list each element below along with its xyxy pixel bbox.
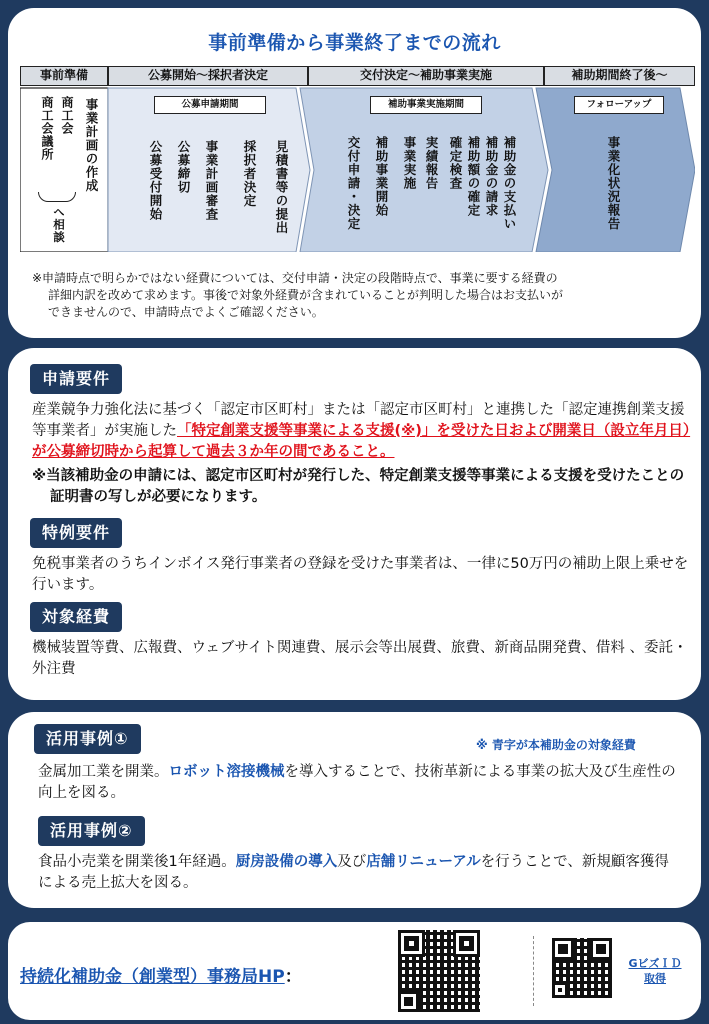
case2-cost-1: 厨房設備の導入 <box>235 854 338 870</box>
case2-text <box>38 852 678 894</box>
step-project-start: 補助事業開始 <box>374 136 389 217</box>
requirements-note: ※当該補助金の申請には、認定市区町村が発行した、特定創業支援等事業による支援を受けたことの証明書の写しが必要になります。 <box>32 468 685 505</box>
hp-qr-code-icon[interactable] <box>398 930 480 1012</box>
flow-panel <box>8 8 701 338</box>
costs-text: 機械装置等費、広報費、ウェブサイト関連費、展示会等出展費、旅費、新商品開発費、借料 、委託・外注費 <box>32 640 688 677</box>
requirements-heading: 申請要件 <box>30 364 122 394</box>
flow-note <box>32 270 672 321</box>
hp-link[interactable]: 持続化補助金（創業型）事務局HP <box>20 967 285 987</box>
step-selection: 採択者決定 <box>242 140 257 208</box>
case1-cost-1: ロボット溶接機械 <box>168 764 285 780</box>
special-heading: 特例要件 <box>30 518 122 548</box>
tag-call-period: 公募申請期間 <box>154 96 266 114</box>
step-review: 事業計画審査 <box>204 140 219 221</box>
step-implementation: 事業実施 <box>402 136 417 190</box>
step-call-open: 公募受付開始 <box>148 140 163 221</box>
case1-text <box>38 762 678 804</box>
tag-followup: フォローアップ <box>574 96 664 114</box>
case1-t1: 金属加工業を開業。 <box>38 764 169 780</box>
stage-header-call: 公募開始～採択者決定 <box>108 66 308 86</box>
step-estimate: 見積書等の提出 <box>274 140 289 235</box>
tag-impl-period: 補助事業実施期間 <box>370 96 482 114</box>
requirements-text <box>32 400 692 463</box>
step-report: 実績報告 <box>424 136 439 190</box>
case1-t2: を導入することで、技術革新による事業の拡大及び生産性の向上を図る。 <box>38 764 676 801</box>
prep-chamber: 商工会議所 <box>40 96 54 161</box>
requirements-panel <box>8 348 701 700</box>
gbiz-link[interactable] <box>620 956 690 986</box>
case2-t2: 及び <box>337 854 367 870</box>
stage-header-prep: 事前準備 <box>20 66 108 86</box>
costs-heading: 対象経費 <box>30 602 122 632</box>
blue-legend: ※ 青字が本補助金の対象経費 <box>476 738 636 752</box>
step-status-report: 事業化状況報告 <box>606 136 621 231</box>
step-claim: 補助金の請求 <box>484 136 499 217</box>
special-text: 免税事業者のうちインボイス発行事業者の登録を受けた事業者は、一律に50万円の補助上限上乗せを行います。 <box>32 556 689 593</box>
note-line-1: ※申請時点で明らかではない経費については、交付申請・決定の段階時点で、事業に要する経費の <box>32 271 558 285</box>
footer-hp[interactable] <box>20 962 302 987</box>
flow-title: 事前準備から事業終了までの流れ <box>208 32 501 54</box>
brace-icon <box>38 192 76 202</box>
flow-chart <box>20 66 695 252</box>
cases-panel <box>8 712 701 908</box>
gbiz-qr-code-icon[interactable] <box>552 938 612 998</box>
note-line-2: 詳細内訳を改めて求めます。事後で対象外経費が含まれていることが判明した場合はお支払いが <box>48 288 564 302</box>
requirements-text-highlight: 「特定創業支援等事業による支援(※)」を受けた日および開業日（設立年月日）が公募締切時から起算して過去３か年の間であること。 <box>32 423 691 460</box>
step-amount-fixed: 補助額の確定 <box>466 136 481 217</box>
footer-panel <box>8 922 701 1020</box>
case1-heading: 活用事例① <box>34 724 141 754</box>
hp-colon: ： <box>284 967 302 987</box>
gbiz-line1: GビズＩＤ <box>628 957 682 970</box>
case2-t3: を行うことで、新規顧客獲得による売上拡大を図る。 <box>38 854 669 891</box>
step-grant-decision: 交付申請・決定 <box>346 136 361 231</box>
stage-header-follow: 補助期間終了後～ <box>544 66 695 86</box>
step-payment: 補助金の支払い <box>502 136 517 231</box>
case2-t1: 食品小売業を開業後1年経過。 <box>38 854 236 870</box>
prep-plan: 事業計画の作成 <box>84 98 99 193</box>
note-line-3: できませんので、申請時点でよくご確認ください。 <box>48 305 324 319</box>
gbiz-line2: 取得 <box>644 972 666 985</box>
prep-consult: へ相談 <box>52 206 66 244</box>
case2-cost-2: 店舗リニューアル <box>366 854 481 870</box>
step-call-close: 公募締切 <box>176 140 191 194</box>
step-inspection: 確定検査 <box>448 136 463 190</box>
prep-shokokai: 商工会 <box>60 96 74 135</box>
requirements-text-main: 産業競争力強化法に基づく「認定市区町村」または「認定市区町村」と連携した「認定連携創業支援等事業者」が実施した <box>32 402 685 439</box>
case2-heading: 活用事例② <box>38 816 145 846</box>
stage-header-grant: 交付決定～補助事業実施 <box>308 66 544 86</box>
footer-divider <box>533 936 534 1006</box>
